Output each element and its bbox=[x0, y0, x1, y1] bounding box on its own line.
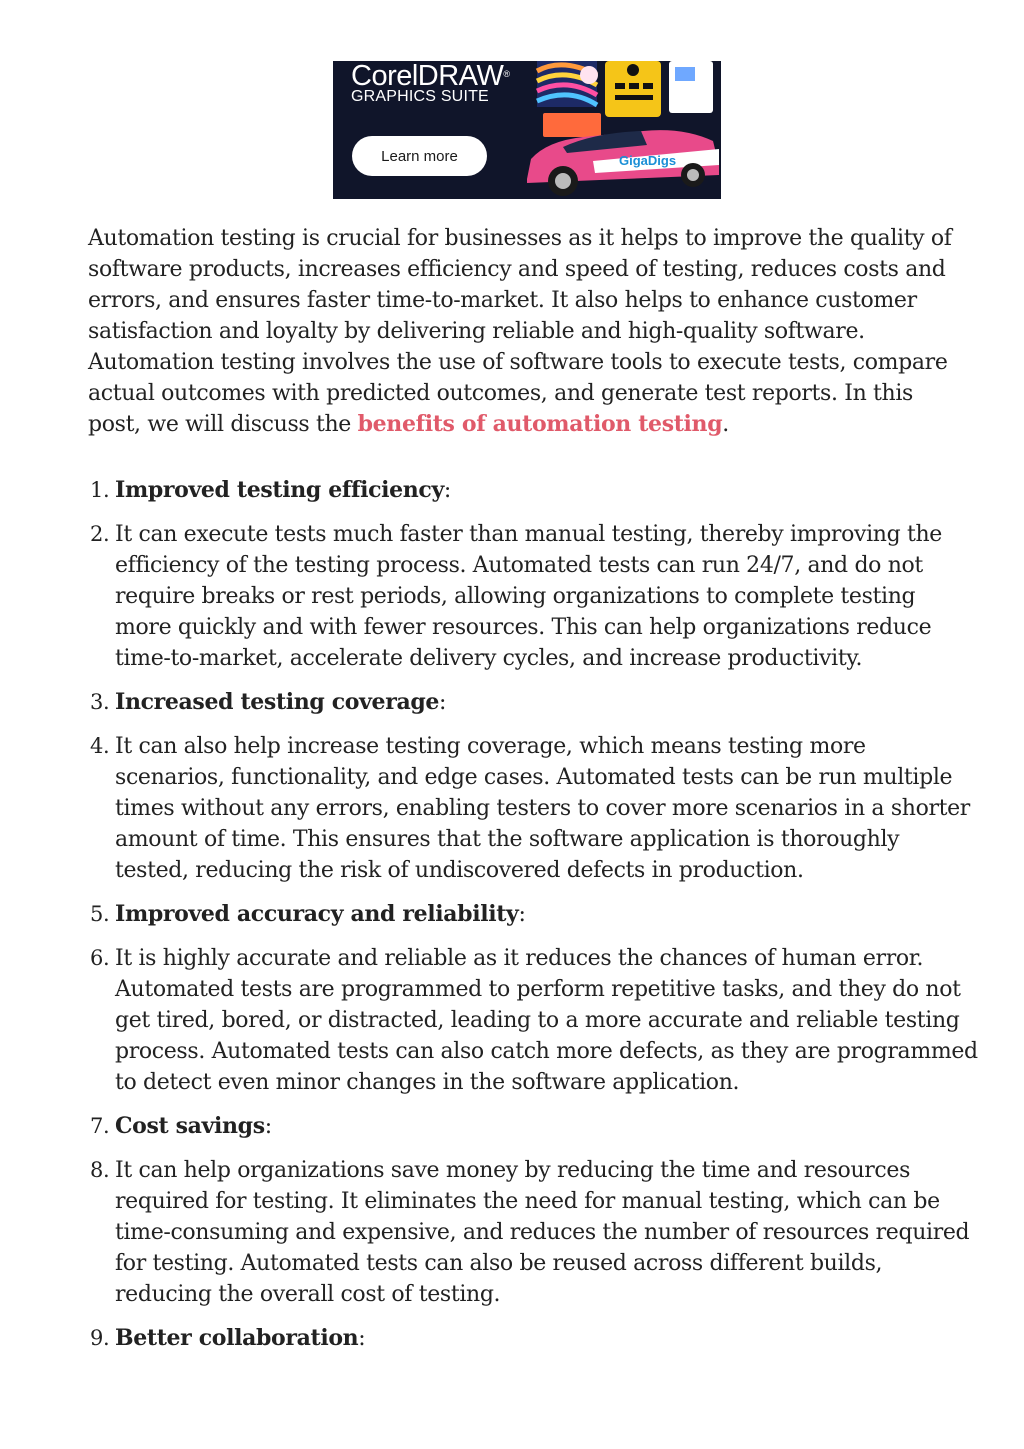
list-item: 3. Increased testing coverage: bbox=[90, 689, 447, 715]
list-heading: Improved accuracy and reliability bbox=[115, 901, 519, 927]
side-card-image bbox=[675, 67, 695, 81]
intro-paragraph bbox=[88, 223, 968, 440]
list-item: 1. Improved testing efficiency: bbox=[90, 477, 451, 503]
benefits-list bbox=[88, 475, 978, 1367]
benefits-link[interactable]: benefits of automation testing bbox=[357, 411, 723, 437]
list-heading: Better collaboration bbox=[115, 1325, 359, 1351]
ad-subtitle: GRAPHICS SUITE bbox=[351, 88, 489, 105]
list-heading: Cost savings bbox=[115, 1113, 265, 1139]
swirl-graphic bbox=[537, 61, 598, 107]
car-logo-text: GigaDigs bbox=[619, 153, 677, 168]
ad-artwork bbox=[523, 61, 721, 199]
list-item: 8. It can help organizations save money by reducing the time and resources required for testing. It eliminates the need for manual testing, which can be time-consuming and expensive, and reduces the number of resources required for testing. Automated tests can also be reused across different builds, reducing the overall cost of testing. bbox=[90, 1158, 970, 1307]
list-text: It can help organizations save money by reducing the time and resources required for testing. It eliminates the need for manual testing, which can be time-consuming and expensive, and reduces the number of resources required for testing. Automated tests can also be reused across different builds, reducing the overall cost of testing. bbox=[115, 1158, 970, 1307]
ad-banner[interactable] bbox=[333, 61, 721, 199]
ad-brand-title: CorelDRAW® bbox=[351, 61, 510, 92]
list-heading: Improved testing efficiency bbox=[115, 477, 444, 503]
list-item: 7. Cost savings: bbox=[90, 1113, 272, 1139]
intro-text: Automation testing is crucial for businesses as it helps to improve the quality of software products, increases efficiency and speed of testing, reduces costs and errors, and ensures faster time-to-market. It also helps to enhance customer satisfaction and loyalty by delivering reliable and high-quality software. Automation testing involves the use of software tools to execute tests, compare actual outcomes with predicted outcomes, and generate test reports. In this post, we will discuss the bbox=[88, 226, 952, 437]
list-item: 6. It is highly accurate and reliable as it reduces the chances of human error. Automated tests are programmed to perform repetitive tasks, and they do not get tired, bored, or distracted, leading to a more accurate and reliable testing process. Automated tests can also catch more defects, as they are programmed to detect even minor changes in the software application. bbox=[90, 946, 978, 1095]
intro-end: . bbox=[722, 412, 729, 437]
list-item: 9. Better collaboration: bbox=[90, 1325, 366, 1351]
list-item: 5. Improved accuracy and reliability: bbox=[90, 901, 526, 927]
list-text: It can execute tests much faster than manual testing, thereby improving the efficiency of the testing process. Automated tests can run 24/7, and do not require breaks or rest periods, allowing organizations to complete testing more quickly and with fewer resources. This can help organizations reduce time-to-market, accelerate delivery cycles, and increase productivity. bbox=[115, 522, 942, 671]
list-item: 2. It can execute tests much faster than manual testing, thereby improving the efficiency of the testing process. Automated tests can run 24/7, and do not require breaks or rest periods, allowing organizations to complete testing more quickly and with fewer resources. This can help organizations reduce time-to-market, accelerate delivery cycles, and increase productivity. bbox=[90, 522, 942, 671]
bee-panel bbox=[605, 61, 661, 117]
list-text: It can also help increase testing coverage, which means testing more scenarios, functionality, and edge cases. Automated tests can be run multiple times without any errors, enabling testers to cover more scenarios in a shorter amount of time. This ensures that the software application is thoroughly tested, reducing the risk of undiscovered defects in production. bbox=[115, 734, 970, 883]
list-text: It is highly accurate and reliable as it reduces the chances of human error. Automated tests are programmed to perform repetitive tasks, and they do not get tired, bored, or distracted, leading to a more accurate and reliable testing process. Automated tests can also catch more defects, as they are programmed to detect even minor changes in the software application. bbox=[115, 946, 978, 1095]
list-item: 4. It can also help increase testing coverage, which means testing more scenarios, functionality, and edge cases. Automated tests can be run multiple times without any errors, enabling testers to cover more scenarios in a shorter amount of time. This ensures that the software application is thoroughly tested, reducing the risk of undiscovered defects in production. bbox=[90, 734, 970, 883]
learn-more-button[interactable]: Learn more bbox=[352, 136, 487, 176]
promo-card bbox=[543, 113, 601, 137]
list-heading: Increased testing coverage bbox=[115, 689, 440, 715]
